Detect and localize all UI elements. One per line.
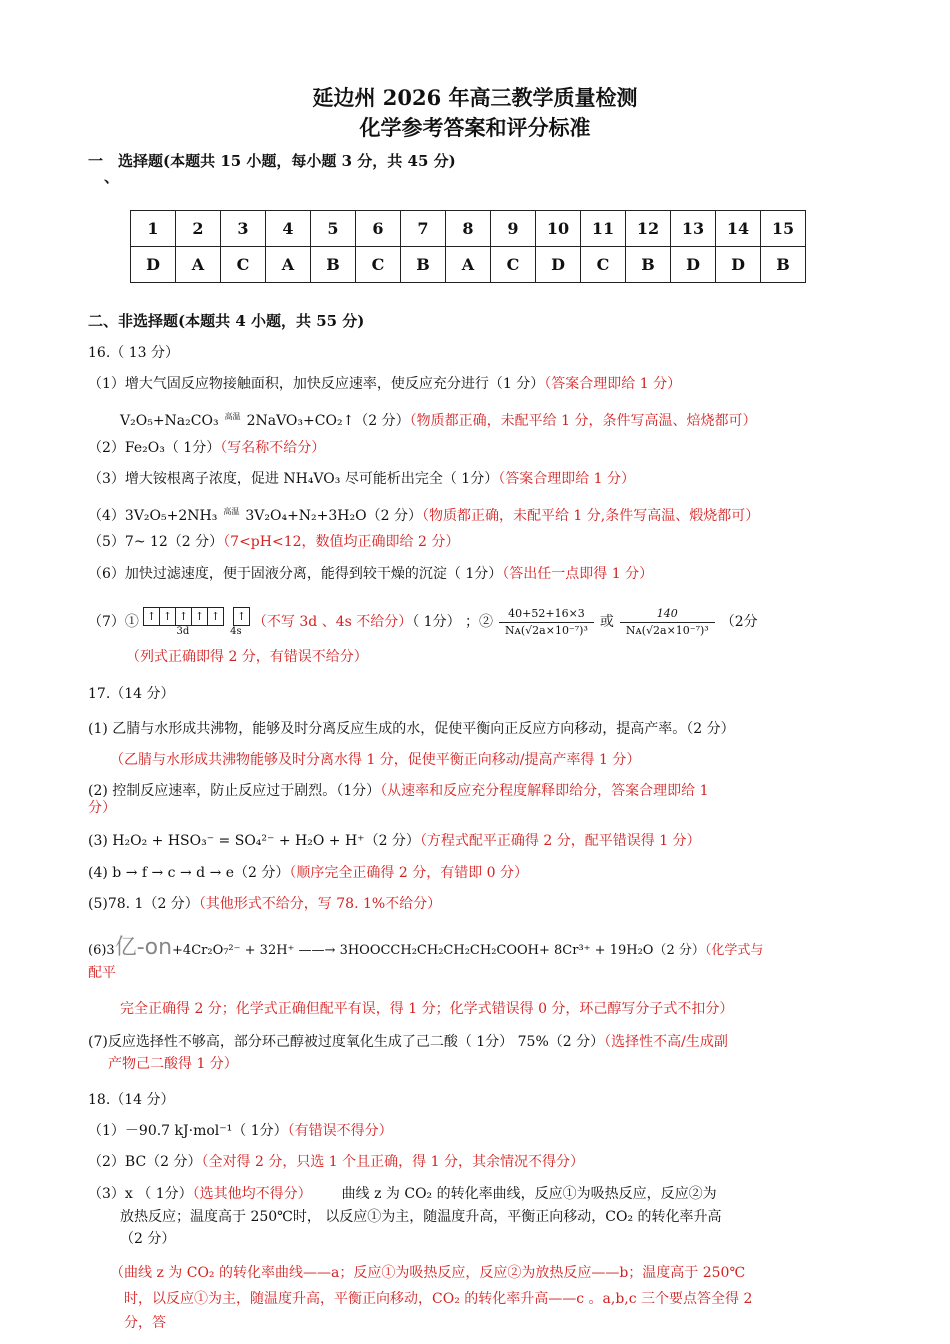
section2-heading: 二、非选择题(本题共 4 小题，共 55 分) (88, 312, 365, 330)
question-number: 12 (626, 211, 671, 247)
q18-line (88, 1120, 860, 1143)
section1-mark: 、 (104, 168, 120, 186)
q16-answer-6: （6）加快过滤速度，便于固液分离，能得到较干燥的沉淀（ 1分） (88, 566, 503, 582)
q17-note-1: （乙腈与水形成共沸物能够及时分离水得 1 分，促使平衡正向移动/提高产率得 1 分） (110, 752, 641, 768)
orbital-box-3d: ↑ (143, 607, 160, 626)
question-number: 1 (131, 211, 176, 247)
q16-note-5: （物质都正确，未配平给 1 分,条件写高温、煅烧都可） (421, 508, 760, 524)
question-number: 15 (761, 211, 806, 247)
q17-note-2: （从速率和反应充分程度解释即给分，答案合理即给 1 (380, 783, 709, 799)
q17-note-4: （顺序完全正确得 2 分，有错即 0 分） (289, 865, 529, 881)
q16-equation-4-products: 3V₂O₄+N₂+3H₂O（2 分） (245, 508, 422, 524)
q18-note-2: （全对得 2 分，只选 1 个且正确，得 1 分，其余情况不得分） (201, 1154, 584, 1170)
q18-line (88, 1151, 860, 1174)
orbital-box-4s: ↑ (233, 607, 250, 626)
orbital-box-3d: ↑ (159, 607, 176, 626)
q18-answer-3-cont: 放热反应；温度高于 250℃时， 以反应①为主，随温度升高，平衡正向移动，CO₂ 的转化率升高 (120, 1209, 722, 1225)
q16-answer-3: （3）增大铵根离子浓度，促进 NH₄VO₃ 尽可能析出完全（ 1分） (88, 471, 499, 487)
question-number: 4 (266, 211, 311, 247)
q17-line (88, 1031, 860, 1054)
q17-line (88, 862, 860, 885)
answer-letter: C (221, 247, 266, 283)
fraction-denominator: Nᴀ(√2a×10⁻⁷)³ (505, 623, 588, 637)
q16-equation-products: 2NaVO₃+CO₂↑（2 分） (246, 413, 410, 429)
orbital-label-4s: 4s (230, 625, 242, 637)
answer-letter: D (131, 247, 176, 283)
question-number: 3 (221, 211, 266, 247)
q18-answer-3: （3）x （ 1分） (88, 1186, 193, 1202)
orbital-box-3d: ↑ (207, 607, 224, 626)
q16-answer-1: （1）增大气固反应物接触面积，加快反应速率，使反应充分进行（1 分） (88, 376, 545, 392)
q16-or: 或 (599, 614, 614, 630)
q16-line (88, 602, 860, 642)
q16-equation-4-reactants: （4）3V₂O₅+2NH₃ (88, 508, 218, 524)
q17-note-6: （化学式与 (704, 943, 764, 958)
q17-answer-4: (4) b → f → c → d → e（2 分） (88, 865, 290, 881)
q18-heading: 18.（14 分） (88, 1092, 175, 1108)
answer-letter: D (536, 247, 581, 283)
section1-heading: 一 选择题(本题共 15 小题，每小题 3 分，共 45 分) (88, 152, 456, 170)
q16-equation-reactants: V₂O₅+Na₂CO₃ (120, 413, 219, 429)
q16-note-1: （答案合理即给 1 分） (544, 376, 682, 392)
orbital-label-3d: 3d (176, 625, 190, 637)
q18-answer-1: （1）－90.7 kJ·mol⁻¹（ 1分） (88, 1123, 288, 1139)
q18-note-5: 时，以反应①为主，随温度升高，平衡正向移动，CO₂ 的转化率升高——c 。a,b,c 三个要点答全得 2 (124, 1291, 753, 1307)
q17-note-2-tail: 分） (88, 800, 116, 816)
q16-note-7: （答出任一点即得 1 分） (502, 566, 654, 582)
q17-line (88, 936, 860, 962)
answer-letter: D (716, 247, 761, 283)
q16-line (88, 437, 860, 460)
watermark-logo: 亿-on (114, 935, 173, 960)
q17-note-6-b: 配平 (88, 965, 116, 981)
answer-letter: A (176, 247, 221, 283)
q17-heading: 17.（14 分） (88, 686, 175, 702)
q17-answer-7: (7)反应选择性不够高，部分环己醇被过度氧化生成了己二酸（ 1分） 75%（2 分） (88, 1034, 605, 1050)
q17-score-6: （2 分） (653, 943, 705, 958)
answer-letter: A (446, 247, 491, 283)
q17-answer-1: (1) 乙腈与水形成共沸物，能够及时分离反应生成的水，促使平衡向正反应方向移动，提高产率。（2 分） (88, 721, 735, 737)
q18-note-6: 分，答 (124, 1315, 166, 1331)
q18-note-1: （有错误不得分） (287, 1123, 393, 1139)
q17-note-5: （其他形式不给分，写 78. 1%不给分） (198, 896, 442, 912)
question-number: 10 (536, 211, 581, 247)
fraction-numerator: 40+52+16×3 (499, 606, 594, 623)
q16-note-3: （写名称不给分） (220, 440, 326, 456)
answer-letter: B (401, 247, 446, 283)
answer-letter-row (131, 247, 806, 283)
q16-line (88, 468, 860, 491)
q16-note-8: （不写 3d 、4s 不给分） (252, 614, 413, 630)
q18-line (88, 1183, 860, 1206)
q17-note-8: （选择性不高/生成副 (604, 1034, 728, 1050)
q16-line (88, 531, 860, 554)
q18-answer-2: （2）BC（2 分） (88, 1154, 202, 1170)
q16-line (120, 405, 860, 433)
orbital-diagram (143, 607, 249, 638)
question-number: 14 (716, 211, 761, 247)
q16-condition: 高温 (224, 412, 241, 421)
answer-letter: D (671, 247, 716, 283)
question-number: 5 (311, 211, 356, 247)
q18-note-4: （曲线 z 为 CO₂ 的转化率曲线——a；反应①为吸热反应，反应②为放热反应——b；温度高于 250℃ (110, 1265, 746, 1281)
answer-letter: C (491, 247, 536, 283)
q18-answer-3-reason: 曲线 z 为 CO₂ 的转化率曲线，反应①为吸热反应，反应②为 (341, 1186, 717, 1202)
question-number: 2 (176, 211, 221, 247)
orbital-box-3d: ↑ (175, 607, 192, 626)
question-number: 13 (671, 211, 716, 247)
q16-answer-2: （2）Fe₂O₃（ 1分） (88, 440, 221, 456)
answer-table (130, 210, 806, 283)
q17-answer-6-label: (6)3 (88, 943, 115, 958)
question-number: 7 (401, 211, 446, 247)
fraction-numerator: 140 (620, 606, 715, 623)
title-line-2: 化学参考答案和评分标准 (359, 115, 591, 140)
q16-note-9: （列式正确即得 2 分，有错误不给分） (126, 649, 368, 665)
answer-letter: C (356, 247, 401, 283)
q17-note-7: 完全正确得 2 分；化学式正确但配平有误，得 1 分；化学式错误得 0 分，环己醇写分子式不扣分） (120, 1001, 734, 1017)
q17-equation-6: +4Cr₂O₇²⁻ + 32H⁺ ——→ 3HOOCCH₂CH₂CH₂CH₂COOH+ 8Cr³⁺ + 19H₂O (172, 943, 654, 958)
q16-line (88, 500, 860, 528)
answer-letter: A (266, 247, 311, 283)
answer-number-row (131, 211, 806, 247)
q16-note-2: （物质都正确，未配平给 1 分，条件写高温、焙烧都可） (409, 413, 757, 429)
density-fraction-2 (620, 606, 715, 639)
q17-line (88, 893, 860, 916)
question-number: 8 (446, 211, 491, 247)
q16-condition: 高温 (223, 507, 240, 516)
q16-answer-7b: （ 1分） ；② (412, 614, 494, 630)
q16-score: （2分 (720, 614, 758, 630)
q17-answer-5: (5)78. 1（2 分） (88, 896, 199, 912)
q17-answer-2: (2) 控制反应速率，防止反应过于剧烈。（1分） (88, 783, 381, 799)
q17-note-3: （方程式配平正确得 2 分，配平错误得 1 分） (419, 833, 701, 849)
q17-line (88, 830, 860, 853)
q16-note-4: （答案合理即给 1 分） (498, 471, 636, 487)
question-number: 9 (491, 211, 536, 247)
q16-heading: 16.（ 13 分） (88, 345, 179, 361)
q16-line (88, 373, 860, 396)
q17-note-8-b: 产物己二酸得 1 分） (108, 1056, 238, 1072)
answer-letter: B (311, 247, 356, 283)
q18-note-3: （选其他均不得分） (192, 1186, 312, 1202)
question-number: 6 (356, 211, 401, 247)
q18-score-3: （2 分） (120, 1231, 176, 1247)
density-fraction-1 (499, 606, 594, 639)
q17-answer-3: (3) H₂O₂ + HSO₃⁻ = SO₄²⁻ + H₂O + H⁺（2 分） (88, 833, 420, 849)
question-number: 11 (581, 211, 626, 247)
answer-letter: B (761, 247, 806, 283)
q16-answer-7-label: （7）① (88, 614, 139, 630)
orbital-box-3d: ↑ (191, 607, 208, 626)
q16-line (88, 563, 860, 586)
title-line-1: 延边州 2026 年高三教学质量检测 (312, 85, 638, 110)
q16-answer-5: （5）7~ 12（2 分） (88, 534, 224, 550)
answer-letter: C (581, 247, 626, 283)
answer-letter: B (626, 247, 671, 283)
fraction-denominator: Nᴀ(√2a×10⁻⁷)³ (625, 623, 709, 637)
q16-note-6: （7<pH<12，数值均正确即给 2 分） (223, 534, 460, 550)
